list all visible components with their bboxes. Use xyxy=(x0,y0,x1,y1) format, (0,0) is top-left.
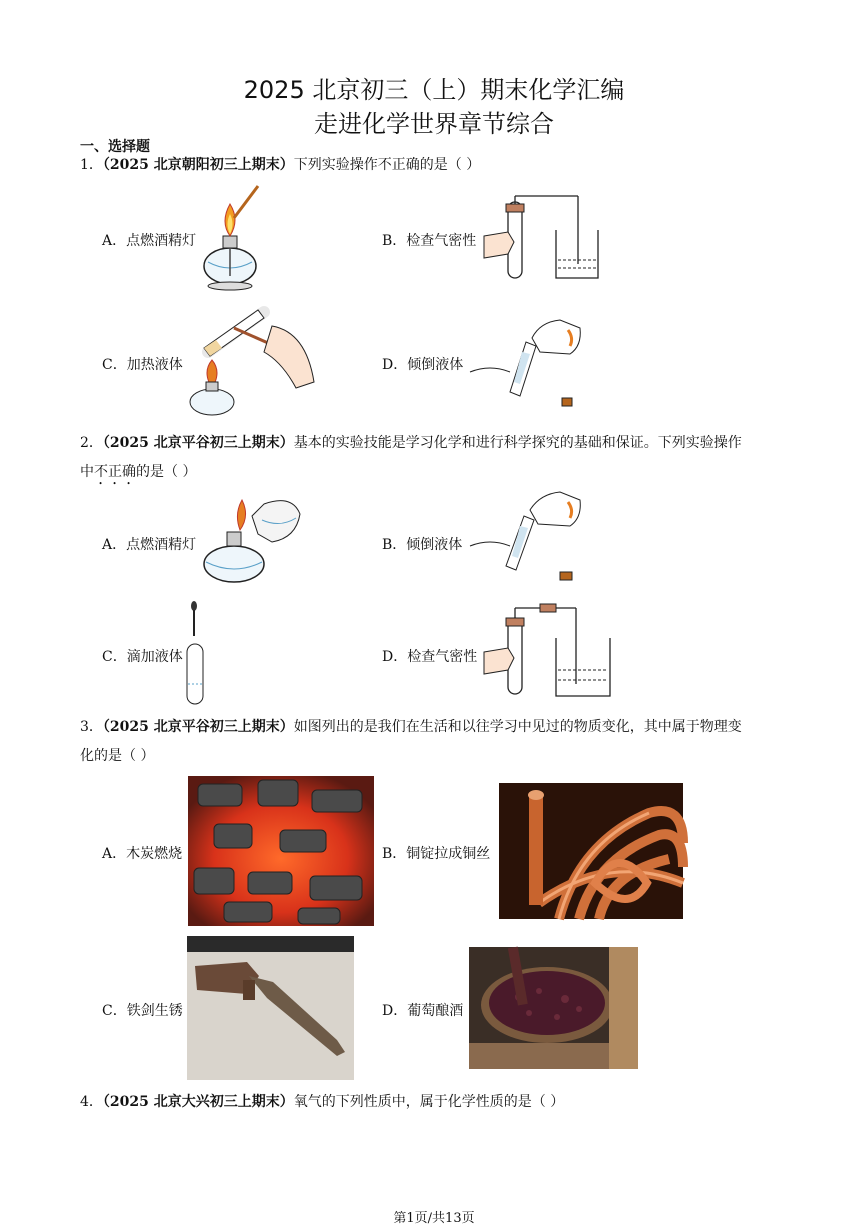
question-source: （2025 北京平谷初三上期末） xyxy=(102,435,294,451)
document-title-line2: 走进化学世界章节综合 xyxy=(314,110,554,138)
airtightness-check-icon xyxy=(484,604,616,700)
q2-option-a: A．点燃酒精灯 xyxy=(102,537,197,553)
q3-option-c: C．铁剑生锈 xyxy=(102,1003,183,1019)
question-source: （2025 北京朝阳初三上期末） xyxy=(102,157,294,173)
question-3-line2: 化的是（ ） xyxy=(80,748,155,764)
q3-option-b: B．铜锭拉成铜丝 xyxy=(382,846,491,862)
burning-charcoal-photo xyxy=(188,776,374,926)
lamp-lit-by-lamp-icon xyxy=(200,494,304,588)
pouring-liquid-icon xyxy=(470,318,586,410)
question-number: 2． xyxy=(80,435,103,451)
question-number: 4． xyxy=(80,1094,103,1110)
q2-option-d: D．检查气密性 xyxy=(382,649,478,665)
question-stem: 如图列出的是我们在生活和以往学习中见过的物质变化，其中属于物理变 xyxy=(293,719,742,735)
q1-option-c: C．加热液体 xyxy=(102,357,183,373)
question-3 xyxy=(80,717,790,737)
wine-barrel-photo xyxy=(469,947,638,1069)
q3-option-d: D．葡萄酿酒 xyxy=(382,1003,464,1019)
heating-liquid-icon xyxy=(186,302,316,420)
q1-option-a: A．点燃酒精灯 xyxy=(102,233,197,249)
dropper-icon xyxy=(184,600,214,706)
question-stem: 下列实验操作不正确的是（ ） xyxy=(293,157,481,173)
question-number: 3． xyxy=(80,719,103,735)
page-footer: 第1页/共13页 xyxy=(393,1211,475,1226)
question-source: （2025 北京平谷初三上期末） xyxy=(102,719,294,735)
alcohol-lamp-lit-by-match-icon xyxy=(200,184,270,294)
question-2 xyxy=(80,433,790,453)
question-stem: 氧气的下列性质中，属于化学性质的是（ ） xyxy=(293,1094,565,1110)
pouring-liquid-icon xyxy=(470,490,586,584)
question-number: 1． xyxy=(80,157,103,173)
copper-wire-photo xyxy=(499,783,683,919)
q1-option-d: D．倾倒液体 xyxy=(382,357,464,373)
document-title-line1: 2025 北京初三（上）期末化学汇编 xyxy=(243,76,625,104)
q2-option-b: B．倾倒液体 xyxy=(382,537,463,553)
question-1 xyxy=(80,155,480,175)
question-4 xyxy=(80,1092,564,1112)
question-2-line2: 中不正确的是（ ） xyxy=(80,464,197,480)
rusty-sword-photo xyxy=(187,936,354,1080)
question-stem: 基本的实验技能是学习化学和进行科学探究的基础和保证。下列实验操作 xyxy=(293,435,742,451)
emphasized-text: 不正确 xyxy=(94,464,136,480)
airtightness-check-icon xyxy=(484,192,604,284)
question-source: （2025 北京大兴初三上期末） xyxy=(102,1094,294,1110)
section-heading: 一、选择题 xyxy=(80,139,150,155)
q1-option-b: B．检查气密性 xyxy=(382,233,477,249)
q2-option-c: C．滴加液体 xyxy=(102,649,183,665)
q3-option-a: A．木炭燃烧 xyxy=(102,846,183,862)
